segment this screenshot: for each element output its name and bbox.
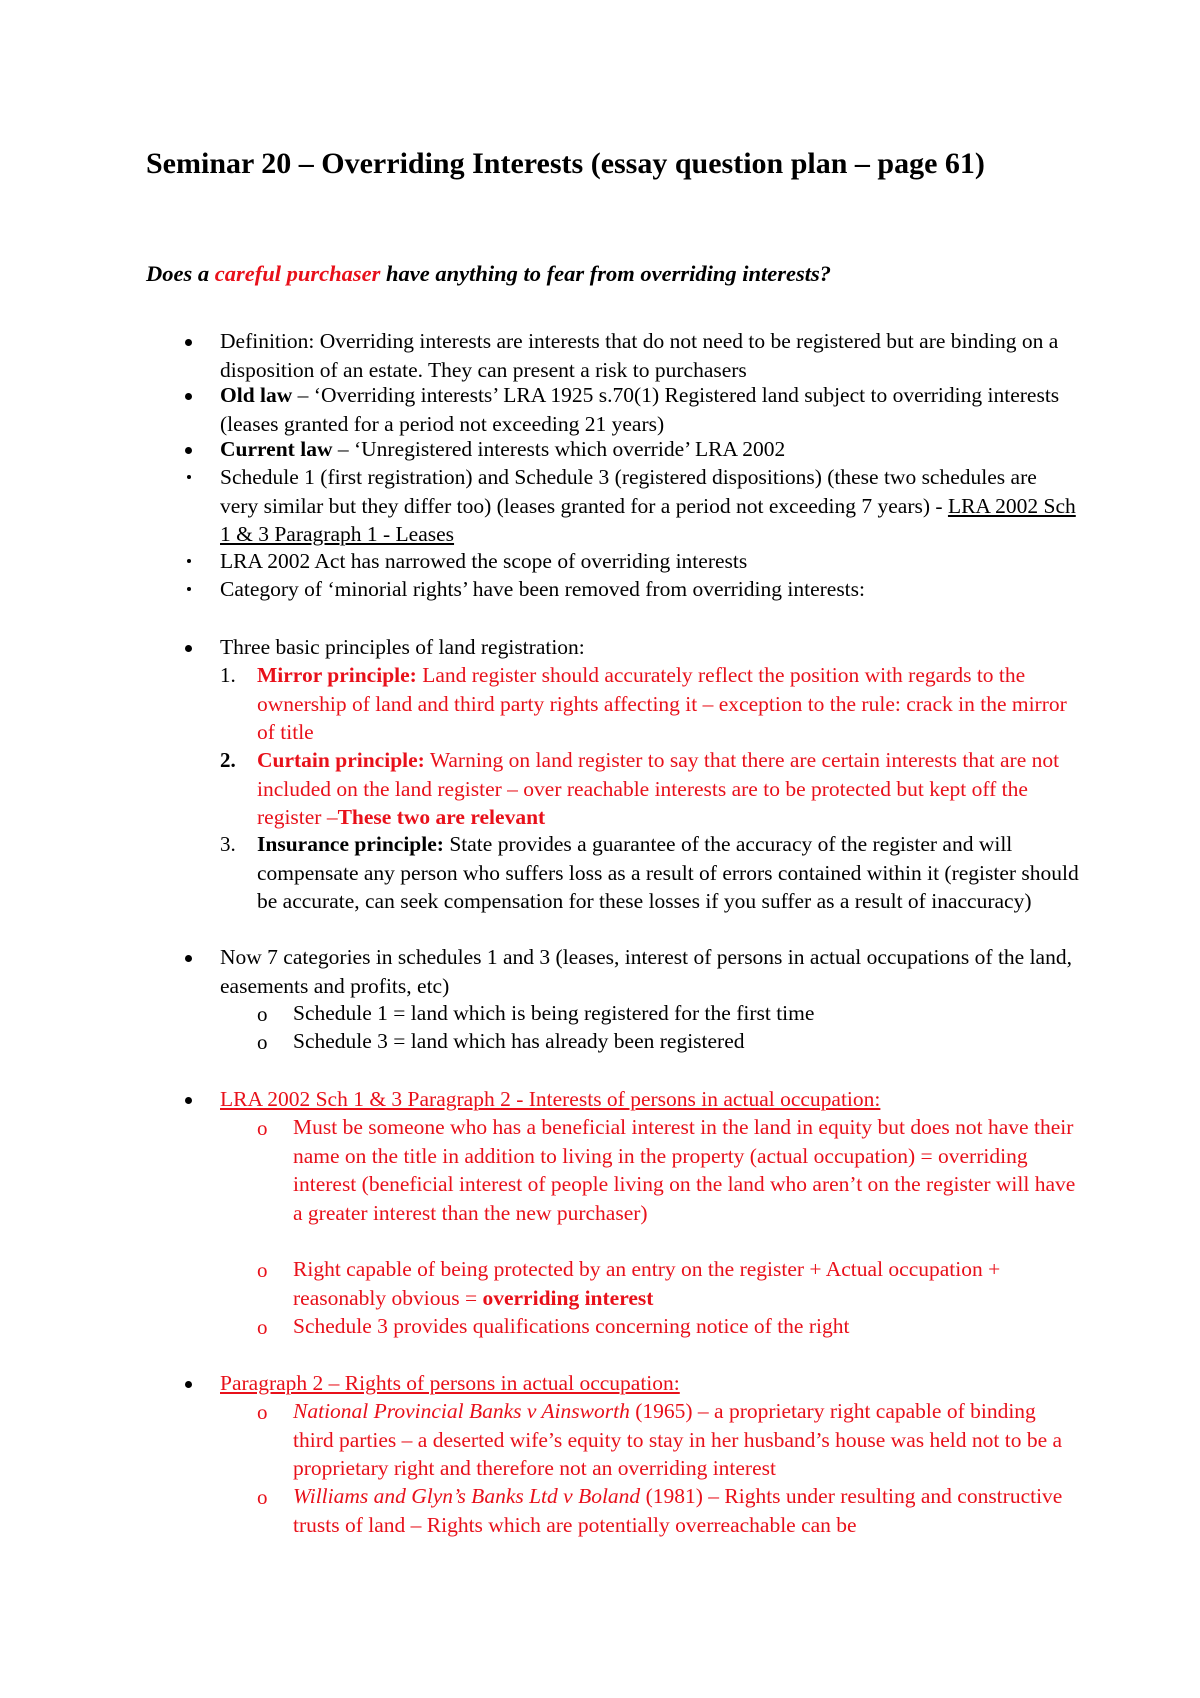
principle-insurance-label: Insurance principle:	[257, 832, 444, 856]
sub-bullet-marker: o	[257, 1258, 268, 1282]
list-item-principles-intro: Three basic principles of land registration:	[220, 635, 585, 659]
sub-bullet-marker: o	[257, 1315, 268, 1339]
bullet-marker	[185, 447, 192, 454]
list-item-categories: Now 7 categories in schedules 1 and 3 (leases, interest of persons in actual occupations of the land, easements and profits, etc)	[220, 945, 1072, 998]
old-law-label: Old law	[220, 383, 293, 407]
principle-number: 3.	[220, 832, 236, 856]
right-capable-result: overriding interest	[482, 1285, 654, 1310]
question-text-end: have anything to fear from overriding interests?	[380, 261, 832, 286]
current-law-label: Current law	[220, 437, 333, 461]
essay-question	[146, 259, 831, 289]
sub-bullet-marker: o	[257, 1485, 268, 1509]
list-item-narrowed-scope: LRA 2002 Act has narrowed the scope of overriding interests	[220, 549, 748, 573]
question-highlight: careful purchaser	[214, 261, 381, 286]
principle-insurance-text: State provides a guarantee of the accuracy of the register and will compensate any person who suffers loss as a result of errors contained within it (register should be accurate, can seek compensation for these losses if you suffer as a result of inaccuracy)	[257, 832, 1079, 913]
list-item-minorial-rights: Category of ‘minorial rights’ have been removed from overriding interests:	[220, 577, 865, 601]
sub-item-schedule-1: Schedule 1 = land which is being registered for the first time	[293, 1001, 815, 1025]
sub-bullet-marker: o	[257, 1400, 268, 1424]
small-bullet-marker	[187, 559, 191, 563]
sub-bullet-marker: o	[257, 1002, 268, 1026]
bullet-marker	[185, 955, 192, 962]
page-title: Seminar 20 – Overriding Interests (essay question plan – page 61)	[146, 147, 985, 180]
bullet-marker	[185, 1381, 192, 1388]
case-name: National Provincial Banks v Ainsworth	[293, 1399, 630, 1423]
case-text: (1981) – Rights under resulting and constructive trusts of land – Rights which are potentially overreachable can be	[293, 1484, 1063, 1537]
bullet-marker	[185, 645, 192, 652]
principle-mirror-label: Mirror principle:	[257, 663, 417, 687]
small-bullet-marker	[187, 475, 191, 479]
case-text: (1965) – a proprietary right capable of binding third parties – a deserted wife’s equity to stay in her husband’s house was held not to be a proprietary right and therefore not an overriding interest	[293, 1399, 1063, 1480]
sub-bullet-marker: o	[257, 1030, 268, 1054]
list-item-definition: Definition: Overriding interests are interests that do not need to be registered but are binding on a disposition of an estate. They can present a risk to purchasers	[220, 329, 1059, 382]
current-law-text: – ‘Unregistered interests which override’ LRA 2002	[332, 437, 786, 461]
list-item-schedules	[220, 463, 1080, 549]
principle-insurance	[257, 830, 1080, 916]
sub-item-case-boland	[293, 1482, 1080, 1539]
schedules-leases-ref: LRA 2002 Sch 1 & 3 Paragraph 1 - Leases	[220, 493, 1076, 546]
list-item-rights-heading: Paragraph 2 – Rights of persons in actual occupation:	[220, 1371, 680, 1395]
principle-curtain-label: Curtain principle:	[257, 748, 425, 772]
list-item-paragraph-2-heading: LRA 2002 Sch 1 & 3 Paragraph 2 - Interests of persons in actual occupation:	[220, 1087, 881, 1111]
principle-mirror-text: Land register should accurately reflect the position with regards to the ownership of land and third party rights affecting it – exception to the rule: crack in the mirror of title	[257, 663, 1067, 744]
principle-curtain-note: These two are relevant	[337, 805, 546, 829]
question-text-start: Does a	[146, 261, 215, 286]
case-name: Williams and Glyn’s Banks Ltd v Boland	[293, 1484, 641, 1508]
old-law-text: – ‘Overriding interests’ LRA 1925 s.70(1) Registered land subject to overriding interests (leases granted for a period not exceeding 21 years)	[220, 383, 1060, 436]
principle-mirror	[257, 661, 1080, 747]
sub-item-right-capable	[293, 1255, 1080, 1312]
right-capable-text: Right capable of being protected by an entry on the register + Actual occupation + reasonably obvious =	[293, 1257, 1001, 1310]
principle-curtain-text: Warning on land register to say that there are certain interests that are not included on the land register – over reachable interests are to be protected but kept off the register –	[257, 748, 1060, 829]
bullet-marker	[185, 339, 192, 346]
list-item-old-law	[220, 381, 1080, 438]
sub-bullet-marker: o	[257, 1116, 268, 1140]
sub-item-beneficial-interest: Must be someone who has a beneficial interest in the land in equity but does not have their name on the title in addition to living in the property (actual occupation) = overriding interest (beneficial interest of people living on the land who aren’t on the register will have a greater interest than the new purchaser)	[293, 1115, 1076, 1225]
sub-item-schedule-3-notice: Schedule 3 provides qualifications concerning notice of the right	[293, 1314, 850, 1338]
small-bullet-marker	[187, 587, 191, 591]
sub-item-schedule-3: Schedule 3 = land which has already been registered	[293, 1029, 745, 1053]
list-item-current-law	[220, 435, 1080, 464]
principle-number: 1.	[220, 663, 236, 687]
principle-curtain	[257, 746, 1080, 832]
bullet-marker	[185, 1097, 192, 1104]
schedules-text: Schedule 1 (first registration) and Schedule 3 (registered dispositions) (these two schedules are very similar but they differ too) (leases granted for a period not exceeding 7 years) -	[220, 465, 1037, 518]
bullet-marker	[185, 393, 192, 400]
principle-number: 2.	[220, 748, 236, 772]
sub-item-case-ainsworth	[293, 1397, 1080, 1483]
